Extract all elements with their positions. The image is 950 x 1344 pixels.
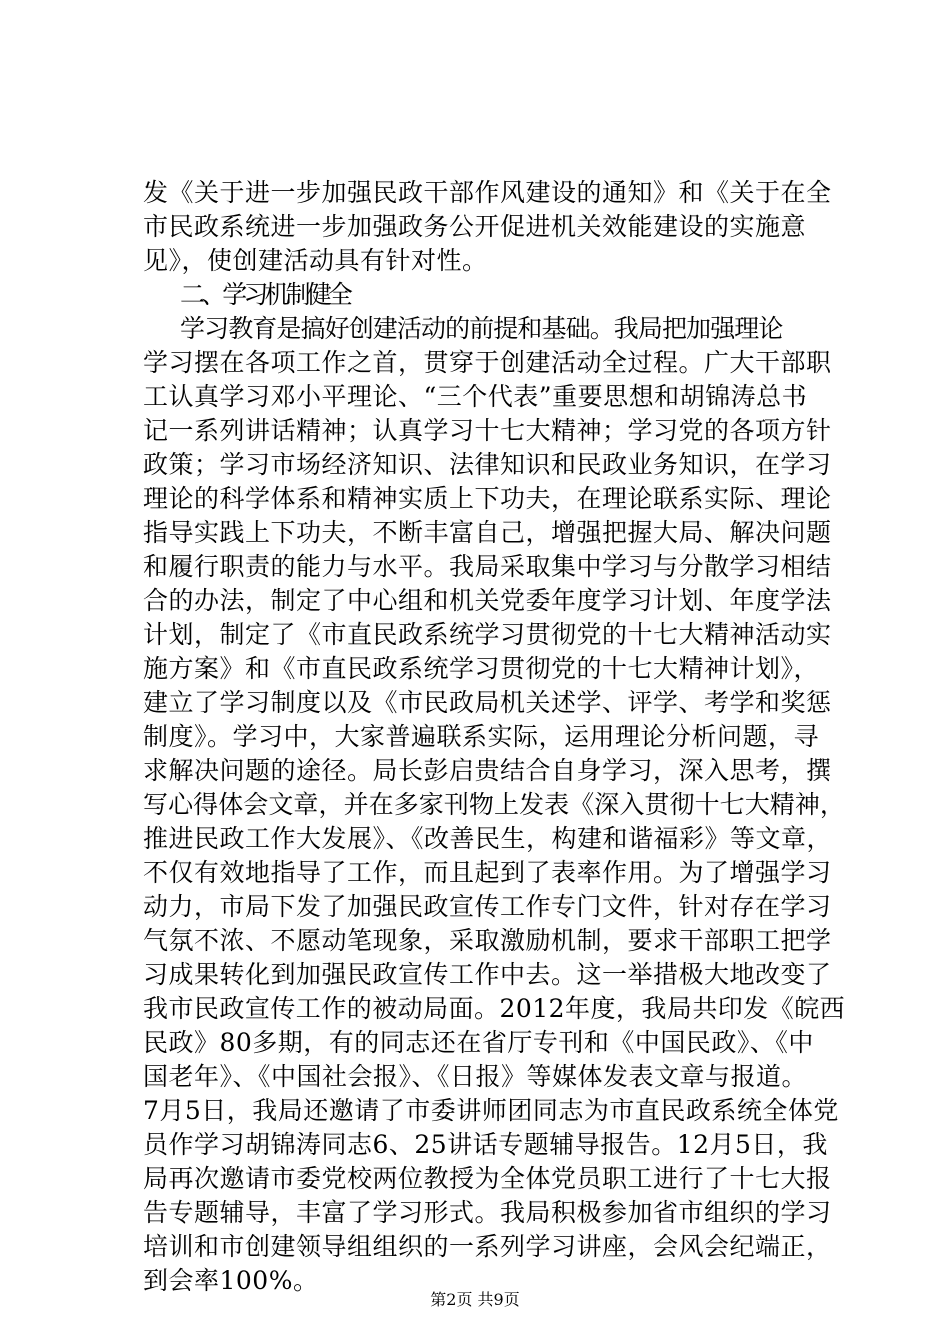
- text-line: 制度》。学习中，大家普遍联系实际，运用理论分析问题，寻: [143, 722, 820, 751]
- text-line: 理论的科学体系和精神实质上下功夫，在理论联系实际、理论: [143, 484, 832, 513]
- text-line: 推进民政工作大发展》、《改善民生，构建和谐福彩》等文章，: [143, 824, 833, 853]
- text-line: 到会率100%。: [143, 1266, 319, 1295]
- text-line: 气氛不浓、不愿动笔现象，采取激励机制，要求干部职工把学: [143, 926, 832, 955]
- text-line: 建立了学习制度以及《市民政局机关述学、评学、考学和奖惩: [143, 688, 832, 717]
- text-line: 培训和市创建领导组组织的一系列学习讲座，会风会纪端正，: [143, 1232, 832, 1261]
- text-line: 计划，制定了《市直民政系统学习贯彻党的十七大精神活动实: [143, 620, 832, 649]
- text-line: 不仅有效地指导了工作，而且起到了表率作用。为了增强学习: [143, 858, 832, 887]
- text-line: 员作学习胡锦涛同志6、25讲话专题辅导报告。12月5日，我: [143, 1130, 828, 1159]
- text-line: 动力，市局下发了加强民政宣传工作专门文件，针对存在学习: [143, 892, 832, 921]
- text-line: 指导实践上下功夫，不断丰富自己，增强把握大局、解决问题: [143, 518, 832, 547]
- text-line: 民政》80多期，有的同志还在省厅专刊和《中国民政》、《中: [143, 1028, 814, 1057]
- section-heading: 二、学习机制健全: [180, 280, 350, 309]
- text-line: 国老年》、《中国社会报》、《日报》等媒体发表文章与报道。: [143, 1062, 808, 1091]
- text-line: 合的办法，制定了中心组和机关党委年度学习计划、年度学法: [143, 586, 832, 615]
- text-line: 记一系列讲话精神；认真学习十七大精神；学习党的各项方针: [143, 416, 832, 445]
- text-line: 我市民政宣传工作的被动局面。2012年度，我局共印发《皖西: [143, 994, 846, 1023]
- text-line: 告专题辅导，丰富了学习形式。我局积极参加省市组织的学习: [143, 1198, 832, 1227]
- text-line: 局再次邀请市委党校两位教授为全体党员职工进行了十七大报: [143, 1164, 832, 1193]
- text-line: 和履行职责的能力与水平。我局采取集中学习与分散学习相结: [143, 552, 832, 581]
- text-line: 施方案》和《市直民政系统学习贯彻党的十七大精神计划》，: [143, 654, 820, 683]
- text-line: 学习教育是搞好创建活动的前提和基础。我局把加强理论: [180, 314, 783, 343]
- text-line: 见》，使创建活动具有针对性。: [143, 246, 488, 275]
- text-line: 求解决问题的途径。局长彭启贵结合自身学习，深入思考，撰: [143, 756, 832, 785]
- text-line: 政策；学习市场经济知识、法律知识和民政业务知识，在学习: [143, 450, 832, 479]
- text-line: 7月5日，我局还邀请了市委讲师团同志为市直民政系统全体党: [143, 1096, 839, 1125]
- text-line: 写心得体会文章，并在多家刊物上发表《深入贯彻十七大精神，: [143, 790, 846, 819]
- text-line: 市民政系统进一步加强政务公开促进机关效能建设的实施意: [143, 212, 807, 241]
- text-line: 学习摆在各项工作之首，贯穿于创建活动全过程。广大干部职: [143, 348, 832, 377]
- page-number-footer: 第2页 共9页: [430, 1290, 520, 1309]
- text-line: 习成果转化到加强民政宣传工作中去。这一举措极大地改变了: [143, 960, 832, 989]
- text-line: 发《关于进一步加强民政干部作风建设的通知》和《关于在全: [143, 178, 832, 207]
- text-line: 工认真学习邓小平理论、“三个代表”重要思想和胡锦涛总书: [143, 382, 808, 411]
